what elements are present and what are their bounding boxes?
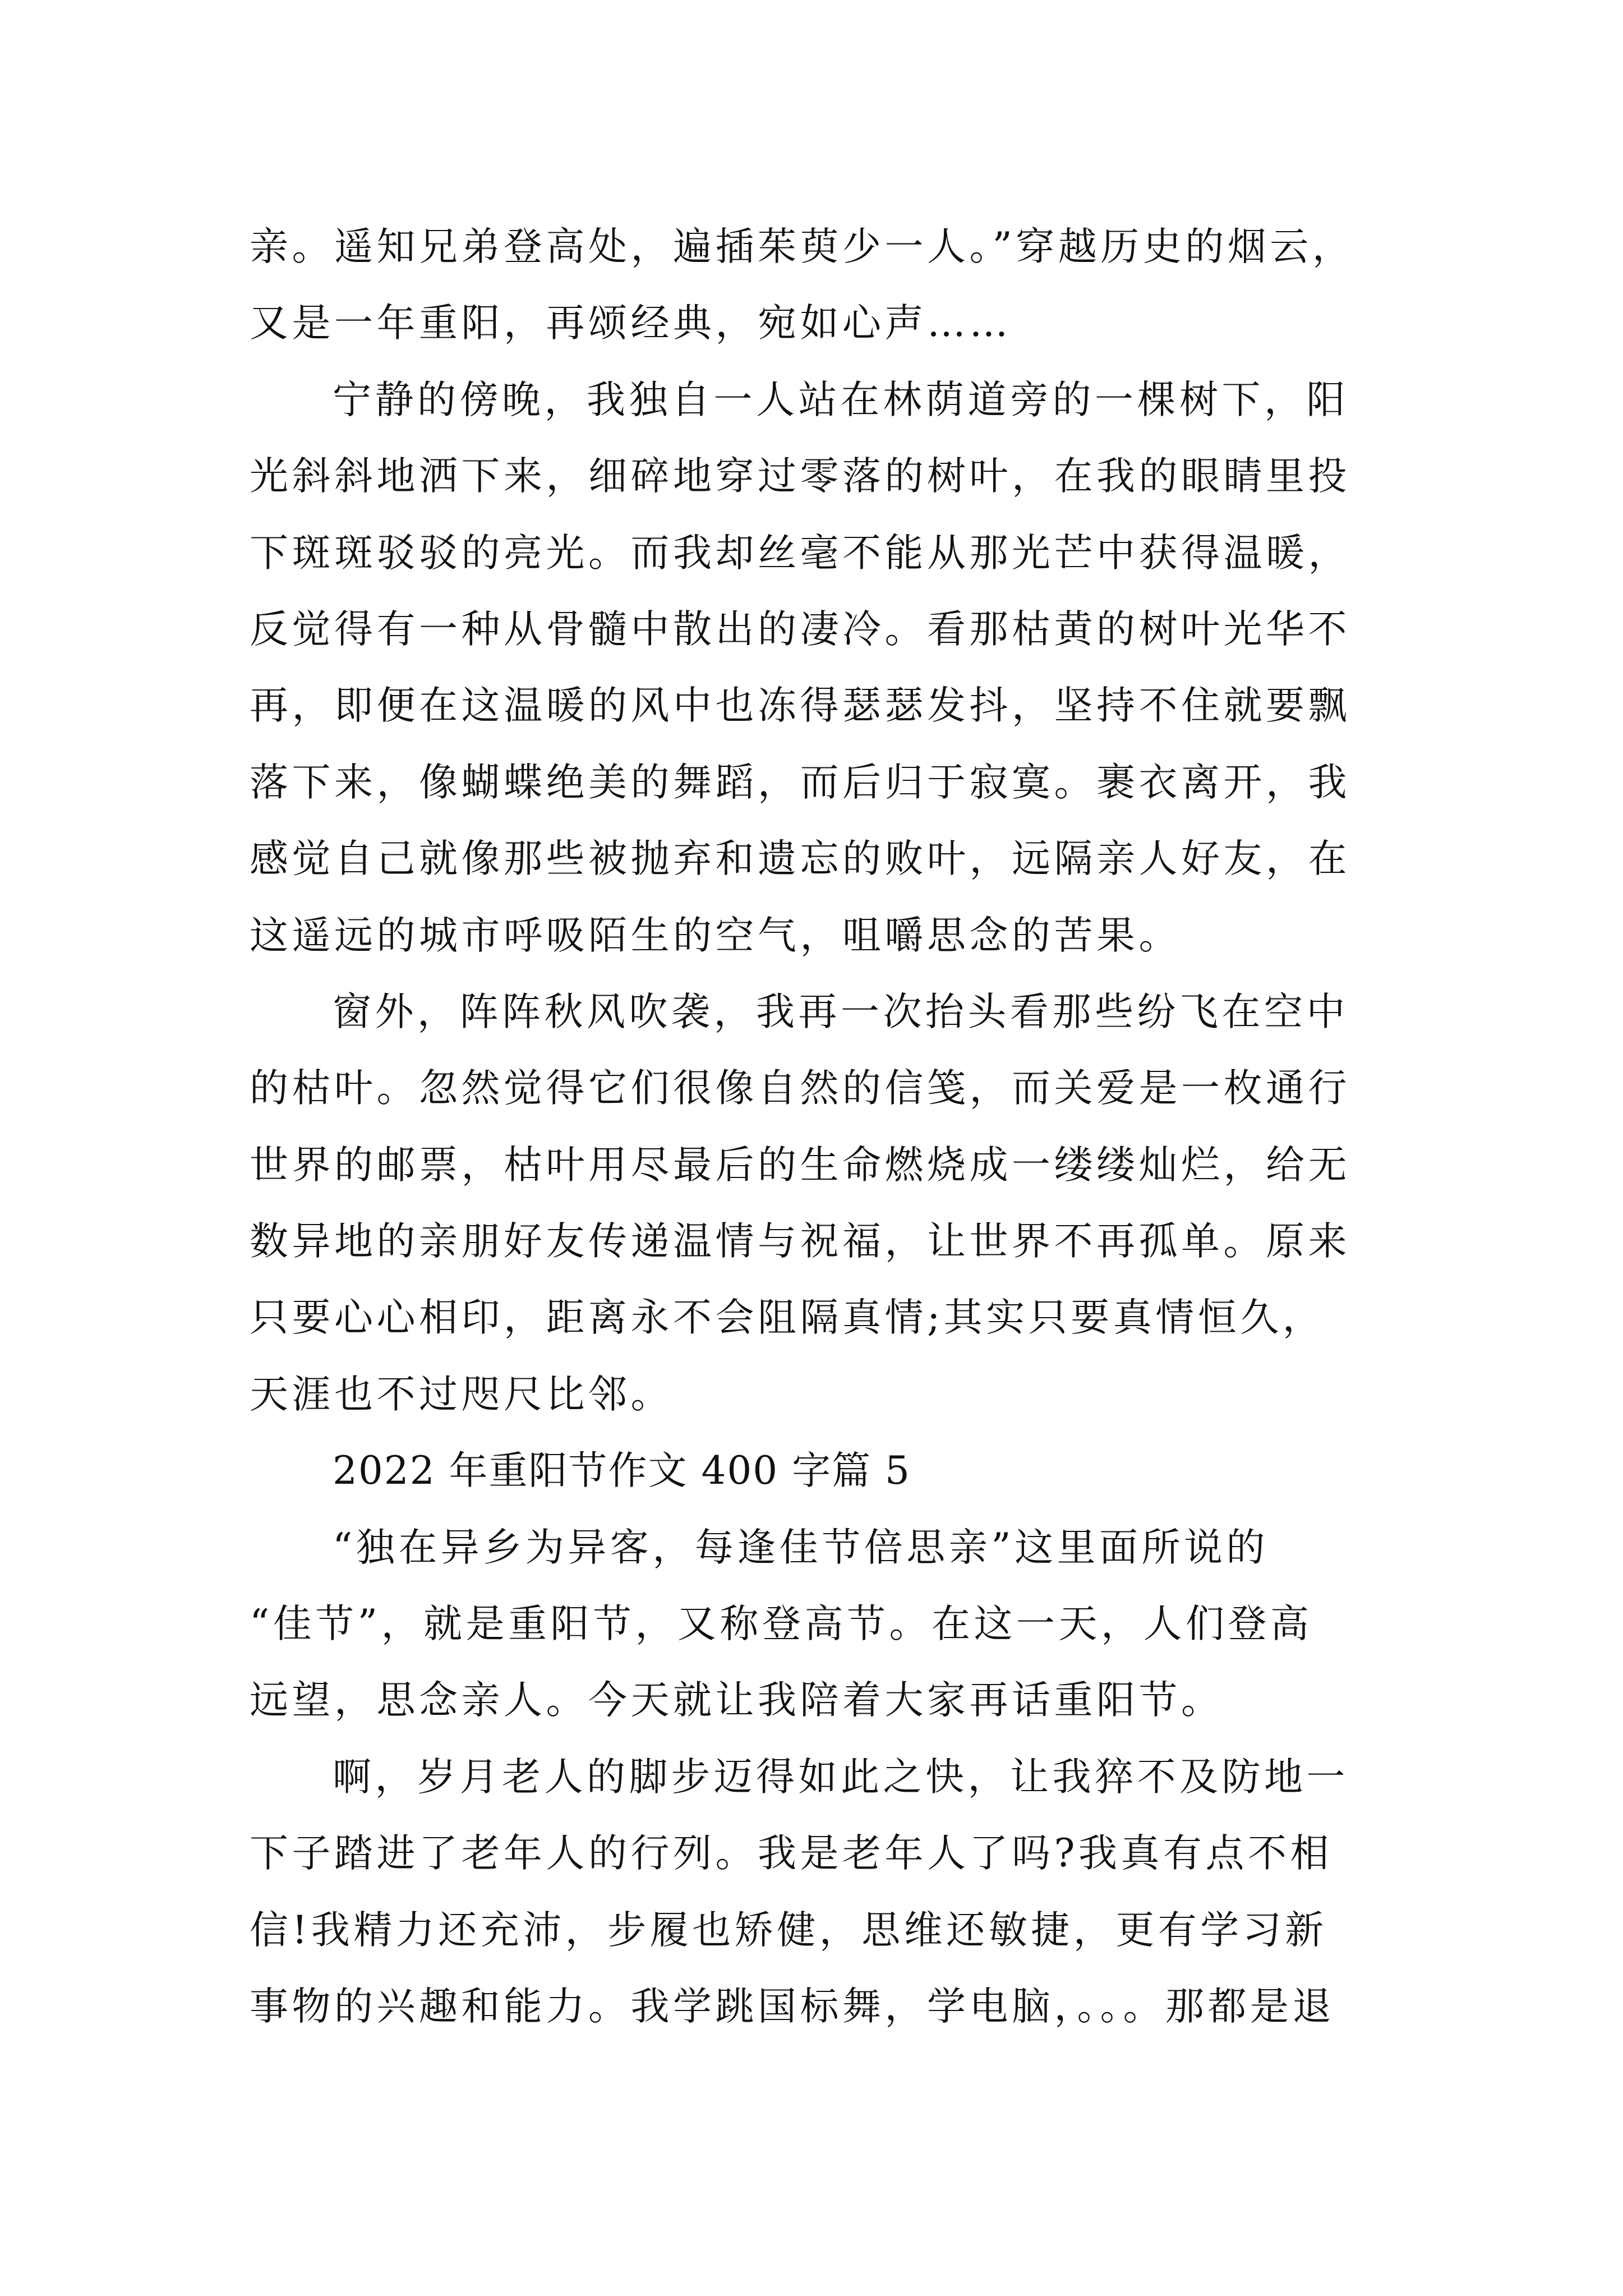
text-line: “佳节”，就是重阳节，又称登高节。在这一天，人们登高 [250,1602,1313,1647]
text-line: 下斑斑驳驳的亮光。而我却丝毫不能从那光芒中获得温暖， [250,530,1350,576]
paragraph-start-line: 啊，岁月老人的脚步迈得如此之快，让我猝不及防地一 [333,1754,1349,1800]
text-line: 再，即便在这温暖的风中也冻得瑟瑟发抖，坚持不住就要飘 [250,683,1350,729]
text-line: 远望，思念亲人。今天就让我陪着大家再话重阳节。 [250,1678,1224,1723]
text-line: 落下来，像蝴蝶绝美的舞蹈，而后归于寂寞。裹衣离开，我 [250,760,1350,805]
paragraph-start-line: “独在异乡为异客，每逢佳节倍思亲”这里面所说的 [333,1525,1269,1570]
text-line: 只要心心相印，距离永不会阻隔真情;其实只要真情恒久， [250,1295,1325,1341]
text-line: 亲。遥知兄弟登高处，遍插茱萸少一人。”穿越历史的烟云， [250,224,1355,269]
text-line: 的枯叶。忽然觉得它们很像自然的信笺，而关爱是一枚通行 [250,1066,1350,1111]
section-heading: 2022 年重阳节作文 400 字篇 5 [333,1448,911,1494]
text-line: 天涯也不过咫尺比邻。 [250,1372,673,1417]
paragraph-start-line: 宁静的傍晚，我独自一人站在林荫道旁的一棵树下，阳 [333,377,1349,422]
text-line: 世界的邮票，枯叶用尽最后的生命燃烧成一缕缕灿烂，给无 [250,1142,1350,1188]
text-line: 反觉得有一种从骨髓中散出的凄冷。看那枯黄的树叶光华不 [250,606,1350,652]
text-line: 事物的兴趣和能力。我学跳国标舞，学电脑，。。。那都是退 [250,1984,1335,2029]
text-line: 数异地的亲朋好友传递温情与祝福，让世界不再孤单。原来 [250,1219,1350,1264]
text-line: 又是一年重阳，再颂经典，宛如心声…… [250,301,1012,346]
text-line: 这遥远的城市呼吸陌生的空气，咀嚼思念的苦果。 [250,913,1181,958]
paragraph-start-line: 窗外，阵阵秋风吹袭，我再一次抬头看那些纷飞在空中 [333,989,1349,1034]
text-line: 信!我精力还充沛，步履也矫健，思维还敏捷，更有学习新 [250,1907,1327,1953]
text-line: 光斜斜地洒下来，细碎地穿过零落的树叶，在我的眼睛里投 [250,454,1350,499]
document-body [250,209,1385,2045]
text-line: 感觉自己就像那些被抛弃和遗忘的败叶，远隔亲人好友，在 [250,836,1350,882]
text-line: 下子踏进了老年人的行列。我是老年人了吗?我真有点不相 [250,1831,1332,1876]
